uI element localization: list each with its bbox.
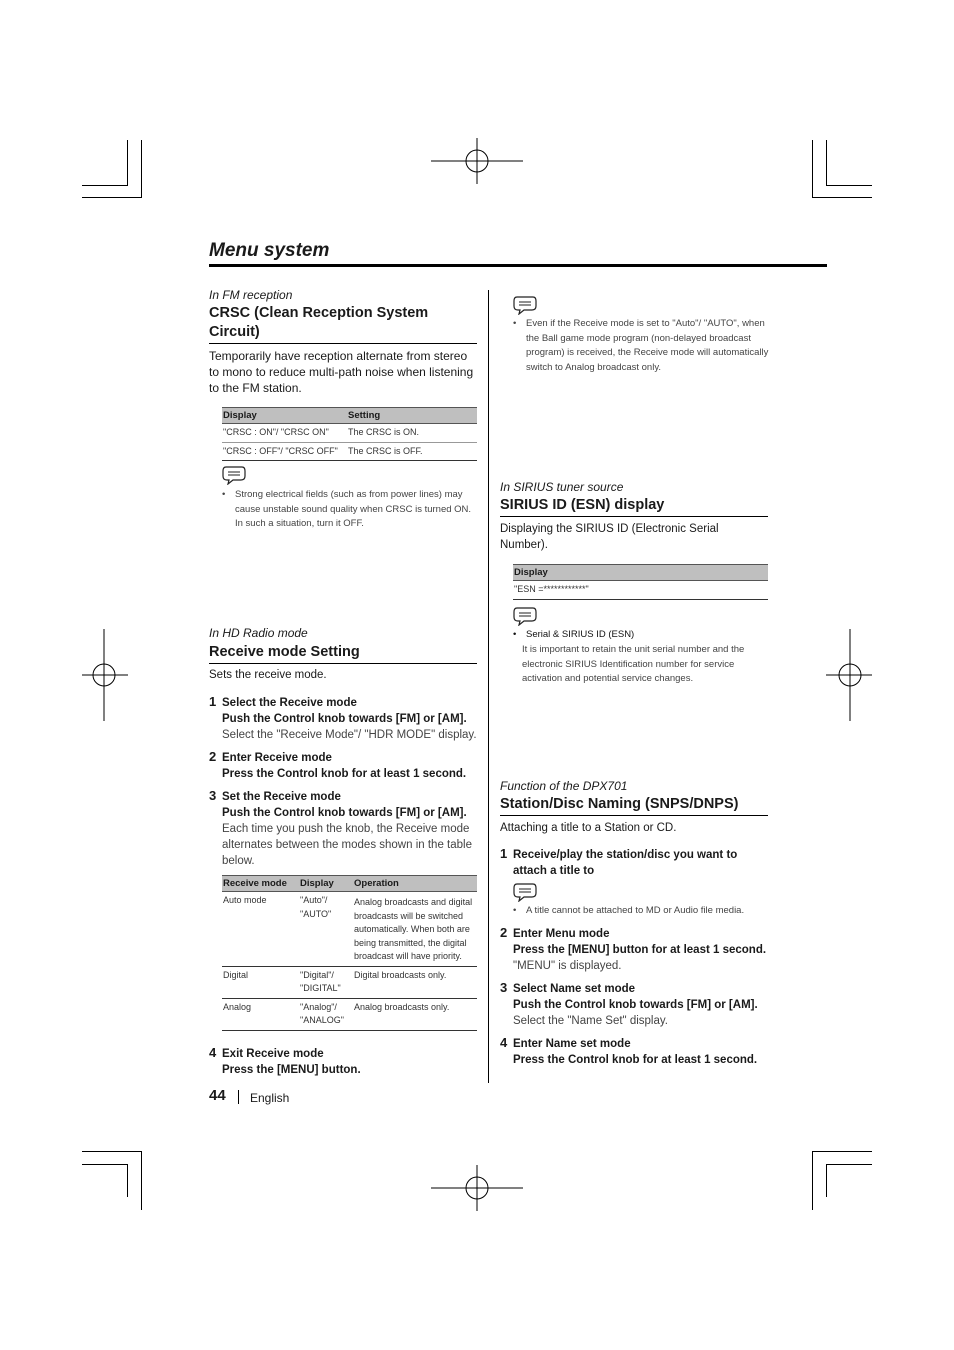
crop-mark — [82, 1164, 128, 1165]
table-cell: "Digital"/ "DIGITAL" — [299, 966, 353, 998]
naming-description: Attaching a title to a Station or CD. — [500, 822, 677, 834]
crsc-description: Temporarily have reception alternate from stereo to mono to reduce multi-path noise when listening to the FM station. — [209, 349, 474, 395]
receive-mode-context: In HD Radio mode — [209, 626, 308, 640]
crop-mark — [127, 1164, 128, 1197]
table-cell: "CRSC : OFF"/ "CRSC OFF" — [222, 442, 347, 461]
table-row — [222, 424, 477, 443]
step-number: 1 — [500, 846, 508, 861]
table-cell: "Auto"/ "AUTO" — [299, 892, 353, 967]
table-header: Display — [299, 876, 353, 892]
column-divider — [488, 290, 489, 1083]
step-detail: Select the "Receive Mode"/ "HDR MODE" display. — [222, 729, 477, 741]
sirius-note-title: Serial & SIRIUS ID (ESN) — [526, 629, 635, 640]
table-cell: Digital — [222, 966, 299, 998]
table-row — [513, 581, 768, 600]
step-action: Press the [MENU] button for at least 1 second. — [513, 944, 767, 956]
table-cell: Analog broadcasts only. — [353, 998, 477, 1030]
step-number: 1 — [209, 694, 217, 709]
step-action: Push the Control knob towards [FM] or [AM]. — [513, 999, 758, 1011]
table-cell: Analog — [222, 998, 299, 1030]
note-icon — [513, 882, 537, 902]
step-title: Exit Receive mode — [222, 1048, 324, 1060]
footer-divider — [238, 1090, 239, 1104]
step-number: 4 — [209, 1045, 217, 1060]
table-row — [222, 442, 477, 461]
table-row — [222, 892, 477, 967]
step-action: Push the Control knob towards [FM] or [AM]. — [222, 713, 467, 725]
crop-mark — [826, 1164, 872, 1165]
step-number: 3 — [500, 980, 508, 995]
table-cell: "CRSC : ON"/ "CRSC ON" — [222, 424, 347, 443]
crsc-note-text: Strong electrical fields (such as from power lines) may cause unstable sound quality when CRSC is turned ON. In such a situation, turn it OFF. — [235, 489, 472, 529]
naming-context: Function of the DPX701 — [500, 779, 628, 793]
crop-mark — [82, 1151, 142, 1152]
crop-mark — [826, 185, 872, 186]
crop-mark — [82, 197, 142, 198]
crop-mark — [812, 197, 872, 198]
page-number: 44 — [209, 1087, 226, 1104]
receive-mode-table — [222, 875, 477, 1031]
crop-mark — [141, 1151, 142, 1210]
crop-mark — [812, 140, 813, 197]
registration-mark — [431, 1165, 523, 1211]
crsc-context: In FM reception — [209, 288, 293, 302]
step-action: Press the [MENU] button. — [222, 1064, 361, 1076]
step-action: Press the Control knob for at least 1 second. — [222, 768, 467, 780]
table-row — [222, 998, 477, 1030]
step-title: Receive/play the station/disc you want to attach a title to — [513, 849, 738, 877]
note-icon — [513, 295, 537, 315]
registration-mark — [826, 629, 872, 721]
receive-mode-heading: Receive mode Setting — [209, 643, 477, 664]
table-cell: "ESN =************" — [513, 581, 768, 600]
step-action: Press the Control knob for at least 1 second. — [513, 1054, 758, 1066]
step-number: 3 — [209, 788, 217, 803]
step-detail: Select the "Name Set" display. — [513, 1015, 668, 1027]
sirius-note-body: It is important to retain the unit serial number and the electronic SIRIUS Identification number for service activation and potential service changes. — [522, 644, 745, 684]
receive-mode-note-text: Even if the Receive mode is set to "Auto"/ "AUTO", when the Ball game mode program (non-delayed broadcast program) is received, the Receive mode will automatically switch to Analog broadcast only. — [526, 318, 769, 373]
table-cell: Digital broadcasts only. — [353, 966, 477, 998]
table-cell: The CRSC is ON. — [347, 424, 477, 443]
receive-mode-description: Sets the receive mode. — [209, 669, 327, 681]
step-title: Set the Receive mode — [222, 791, 341, 803]
step-title: Enter Name set mode — [513, 1038, 631, 1050]
crsc-table — [222, 407, 477, 461]
crop-mark — [826, 1164, 827, 1197]
sirius-description: Displaying the SIRIUS ID (Electronic Serial Number). — [500, 523, 719, 551]
step-title: Enter Receive mode — [222, 752, 332, 764]
table-header: Operation — [353, 876, 477, 892]
step-title: Select Name set mode — [513, 983, 636, 995]
step-number: 2 — [209, 749, 217, 764]
step-title: Select the Receive mode — [222, 697, 357, 709]
note-icon — [222, 465, 246, 485]
table-cell: "Analog"/ "ANALOG" — [299, 998, 353, 1030]
step-title: Enter Menu mode — [513, 928, 610, 940]
step-number: 2 — [500, 925, 508, 940]
note-icon — [513, 606, 537, 626]
step-detail: "MENU" is displayed. — [513, 960, 622, 972]
registration-mark — [82, 629, 128, 721]
crop-mark — [812, 1151, 813, 1210]
step-action: Push the Control knob towards [FM] or [AM]. — [222, 807, 467, 819]
naming-heading: Station/Disc Naming (SNPS/DNPS) — [500, 795, 768, 816]
table-header: Display — [222, 408, 347, 424]
table-row — [222, 966, 477, 998]
table-header: Setting — [347, 408, 477, 424]
crop-mark — [141, 140, 142, 197]
step-number: 4 — [500, 1035, 508, 1050]
table-cell: Auto mode — [222, 892, 299, 967]
table-header: Display — [513, 565, 768, 581]
crop-mark — [82, 185, 128, 186]
page-title: Menu system — [209, 240, 330, 261]
registration-mark — [431, 138, 523, 184]
naming-note-text: A title cannot be attached to MD or Audio file media. — [526, 905, 745, 916]
crop-mark — [826, 140, 827, 186]
crsc-heading: CRSC (Clean Reception System Circuit) — [209, 304, 477, 344]
crop-mark — [812, 1151, 872, 1152]
table-header: Receive mode — [222, 876, 299, 892]
step-detail: Each time you push the knob, the Receive mode alternates between the modes shown in the table below. — [222, 823, 472, 867]
table-cell: The CRSC is OFF. — [347, 442, 477, 461]
title-rule — [209, 264, 827, 267]
sirius-table — [513, 564, 768, 600]
sirius-heading: SIRIUS ID (ESN) display — [500, 496, 768, 517]
footer-language: English — [250, 1091, 290, 1105]
table-cell: Analog broadcasts and digital broadcasts will be switched automatically. When both are being transmitted, the digital broadcast will have priority. — [353, 892, 477, 967]
crop-mark — [127, 140, 128, 186]
sirius-context: In SIRIUS tuner source — [500, 480, 624, 494]
